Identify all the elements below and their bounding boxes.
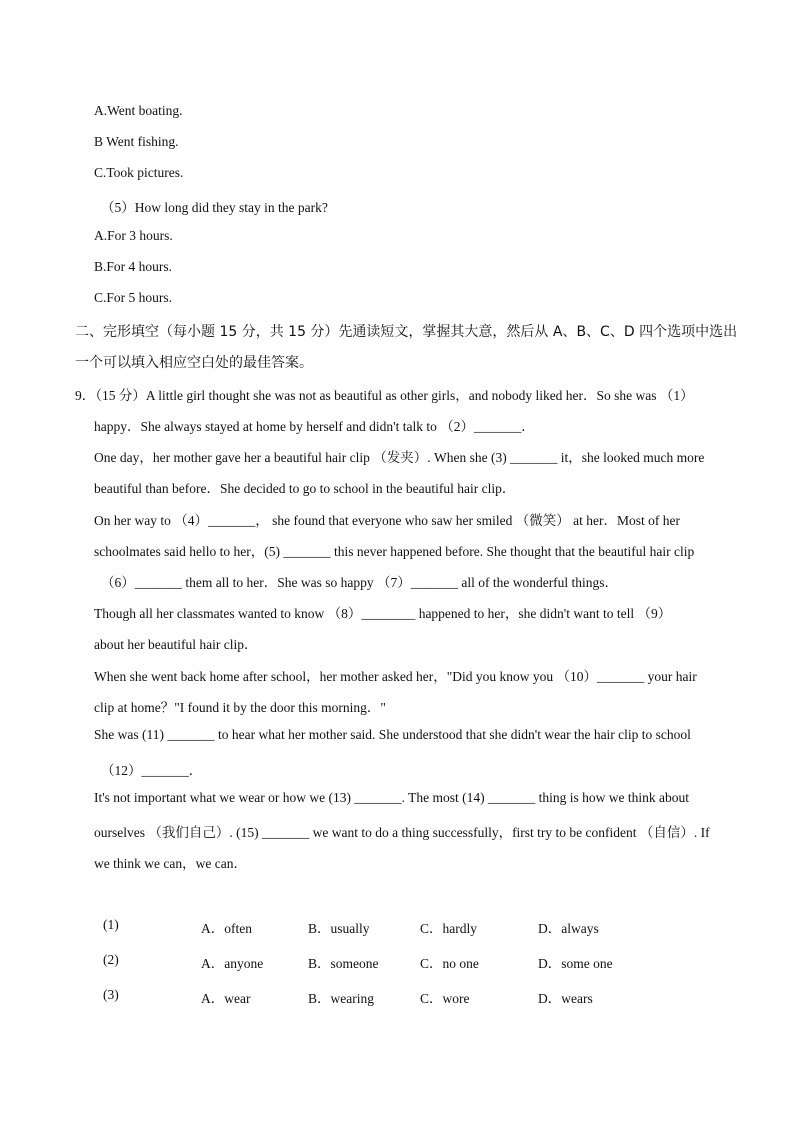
- choice-c: C．no one: [420, 956, 479, 971]
- passage-line: Though all her classmates wanted to know （8）________ happened to her，she didn't want to tell （9）: [94, 606, 672, 621]
- passage-line: clip at home？"I found it by the door this morning．": [94, 700, 386, 715]
- passage-line: （12）_______．: [101, 763, 203, 778]
- passage-line: we think we can，we can．: [94, 856, 247, 871]
- choice-b: B．someone: [308, 956, 379, 971]
- passage-line: schoolmates said hello to her，(5) _______ this never happened before. She thought that the beautiful hair clip: [94, 544, 695, 559]
- choice-c: C．wore: [420, 991, 470, 1006]
- choice-number: (3): [103, 987, 119, 1002]
- passage-line: ourselves （我们自己）. (15) _______ we want to do a thing successfully，first try to be confident （自信）. If: [94, 825, 710, 840]
- choice-d: D．wears: [538, 991, 593, 1006]
- choice-b: B．wearing: [308, 991, 374, 1006]
- passage-line: She was (11) _______ to hear what her mother said. She understood that she didn't wear the hair clip to school: [94, 727, 691, 742]
- q5-option-a: A.For 3 hours.: [94, 228, 173, 243]
- option-c: C.Took pictures.: [94, 165, 184, 180]
- choice-a: A．often: [201, 921, 252, 936]
- choice-b: B．usually: [308, 921, 370, 936]
- section-heading: 二、完形填空（每小题 15 分，共 15 分）先通读短文，掌握其大意，然后从 A、B、C、D 四个选项中选出: [75, 324, 738, 340]
- passage-line: One day，her mother gave her a beautiful hair clip （发夹）. When she (3) _______ it，she looked much more: [94, 450, 705, 465]
- choice-a: A．wear: [201, 991, 251, 1006]
- option-a: A.Went boating.: [94, 103, 183, 118]
- passage-line: When she went back home after school，her mother asked her，"Did you know you （10）_______ your hair: [94, 669, 697, 684]
- choice-number: (1): [103, 917, 119, 932]
- choice-number: (2): [103, 952, 119, 967]
- passage-line: 9．（15 分）A little girl thought she was not as beautiful as other girls，and nobody liked her．So she was （1）: [75, 388, 694, 403]
- passage-line: （6）_______ them all to her．She was so happy （7）_______ all of the wonderful things．: [101, 575, 619, 590]
- passage-line: about her beautiful hair clip．: [94, 637, 258, 652]
- passage-line: happy．She always stayed at home by herself and didn't talk to （2）_______．: [94, 419, 535, 434]
- passage-line: It's not important what we wear or how we (13) _______. The most (14) _______ thing is how we think about: [94, 790, 689, 805]
- q5-option-b: B.For 4 hours.: [94, 259, 173, 274]
- q5-option-c: C.For 5 hours.: [94, 290, 173, 305]
- choice-d: D．always: [538, 921, 599, 936]
- choice-d: D．some one: [538, 956, 613, 971]
- question-5-stem: （5）How long did they stay in the park?: [101, 200, 328, 215]
- option-b: B Went fishing.: [94, 134, 179, 149]
- choice-a: A．anyone: [201, 956, 264, 971]
- passage-line: On her way to （4）_______， she found that everyone who saw her smiled （微笑） at her．Most of her: [94, 513, 681, 528]
- choice-c: C．hardly: [420, 921, 477, 936]
- passage-line: beautiful than before．She decided to go to school in the beautiful hair clip．: [94, 481, 516, 496]
- section-heading-cont: 一个可以填入相应空白处的最佳答案。: [75, 355, 313, 371]
